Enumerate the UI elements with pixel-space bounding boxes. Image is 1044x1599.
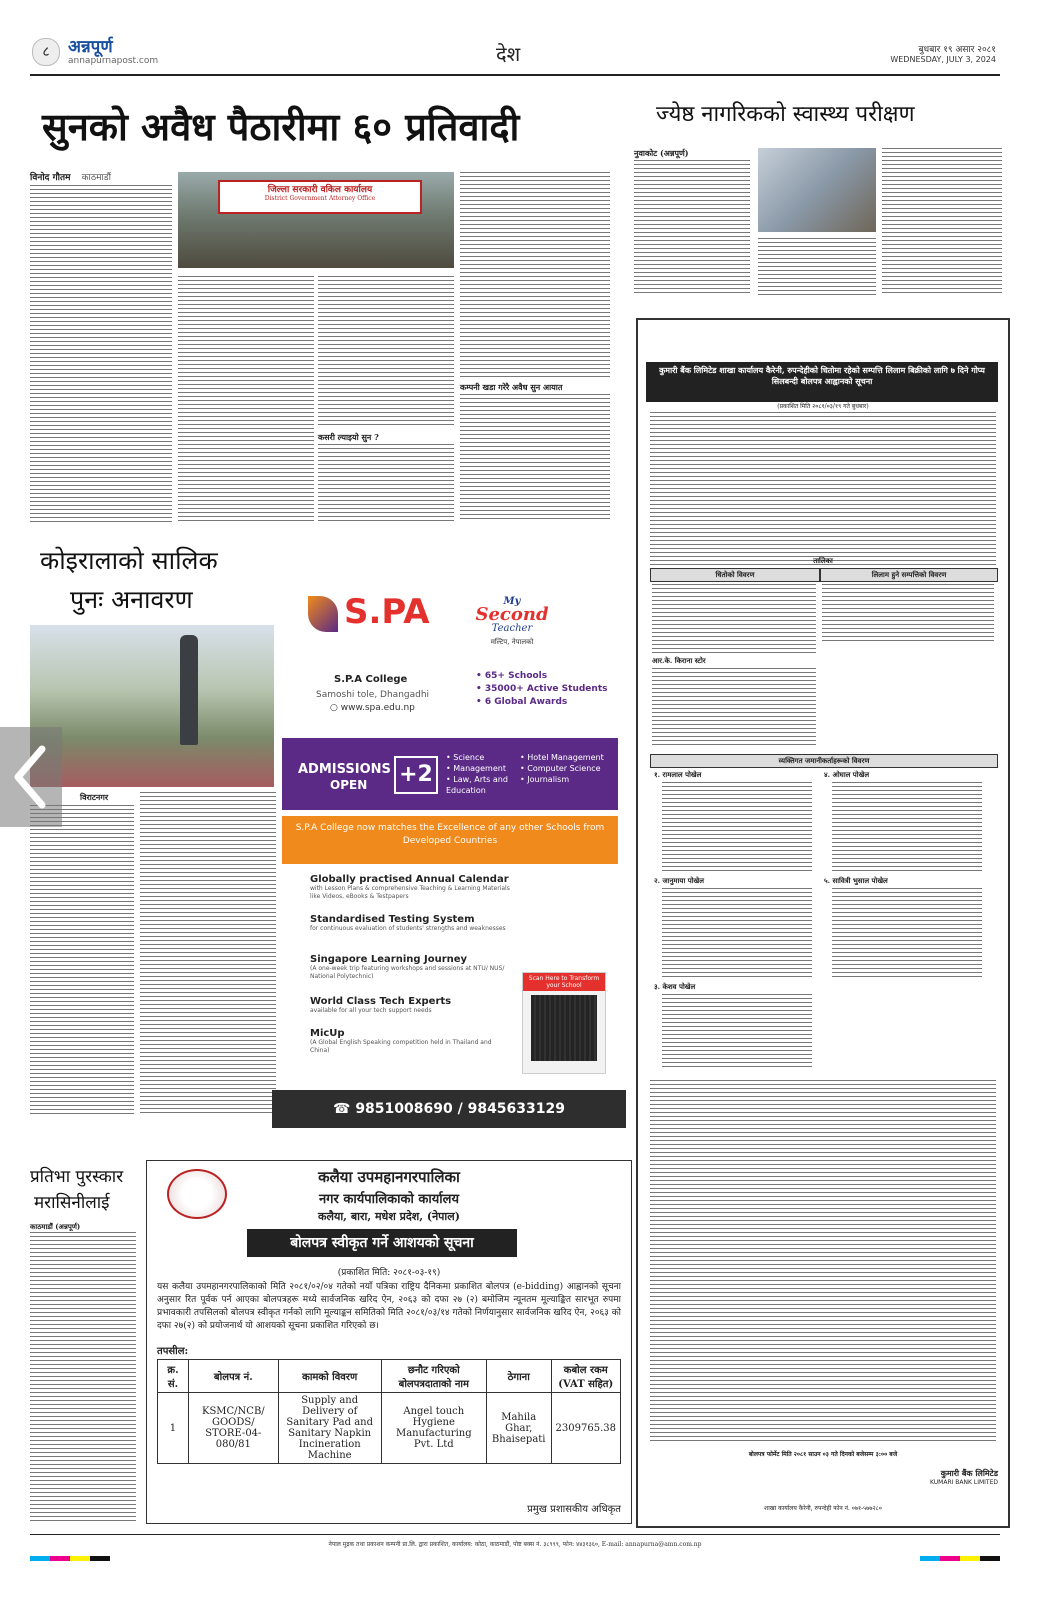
color-bar-right: [920, 1556, 1000, 1561]
kalaiya-tapsil: तपसील:: [157, 1346, 189, 1357]
admissions-text: ADMISSIONS: [298, 762, 391, 777]
main-headline: सुनको अवैध पैठारीमा ६० प्रतिवादी: [42, 104, 520, 149]
page-number: ८: [42, 44, 50, 60]
subhead-how: कसरी ल्याइयो सुन ?: [318, 432, 379, 442]
byline-place: काठमाडौं: [81, 173, 111, 183]
spa-website-text: www.spa.edu.np: [340, 703, 415, 713]
cell-amount: 2309765.38: [551, 1393, 620, 1464]
footer-imprint: नेपाल मुद्रक तथा प्रकाशन कम्पनी प्रा.लि. द्वारा प्रकाशित, कार्यालय: कोठा, काठमाडौं, पोष्ट बक्स नं. ३८९९९, फोन: ४४३१३६०, E-mail: annapurna@amn.com.np: [328, 1541, 702, 1548]
spa-logo-text: S.PA: [344, 592, 430, 632]
feature-testing: Standardised Testing System for continuous evaluation of students' strengths and weaknesses: [310, 914, 506, 932]
court-sign-en: District Government Attorney Office: [264, 195, 376, 202]
cell-sn: 1: [158, 1393, 189, 1464]
table-row: [158, 1393, 621, 1464]
award-headline-1: प्रतिभा पुरस्कार: [30, 1167, 124, 1187]
col-bidder: छनौट गरिएको बोलपत्रदाताको नाम: [381, 1360, 486, 1393]
guarantor-2: २. जानुमाया पोखेल: [654, 876, 704, 885]
health-photo: [758, 148, 876, 232]
streams-left: [446, 752, 518, 796]
date-nepali: बुधबार १९ असार २०८१: [918, 45, 996, 55]
phone-numbers: 9851008690 / 9845633129: [355, 1101, 565, 1117]
phone-icon: ☎: [332, 1101, 351, 1117]
col-amount: कबोल रकम (VAT सहित): [551, 1360, 620, 1393]
feature-singapore: Singapore Learning Journey (A one-week trip featuring workshops and sessions at NTU/ NUS/ National Polytechnic): [310, 954, 505, 980]
main-col1-text: [30, 185, 172, 525]
qr-panel[interactable]: [522, 972, 606, 1074]
health-col1-text: [634, 160, 750, 296]
feature-calendar: Globally practised Annual Calendar with Lesson Plans & comprehensive Teaching & Learning Materials like Videos, eBooks & Testpapers: [310, 874, 510, 900]
mascot-sub: मल्टिप, नेपालको: [490, 638, 534, 646]
col-work: कामको विवरण: [278, 1360, 381, 1393]
court-sign-np: जिल्ला सरकारी वकिल कार्यालय: [267, 185, 373, 195]
qr-caption: Scan Here to Transform your School: [523, 973, 605, 991]
col-sn: क्र. सं.: [158, 1360, 189, 1393]
court-photo: [178, 172, 454, 268]
spa-logo: [308, 592, 430, 632]
stream-computer: • Computer Science: [520, 764, 601, 773]
page-number-badge: [32, 38, 60, 66]
date-english: WEDNESDAY, JULY 3, 2024: [890, 55, 996, 64]
stream-law: • Law, Arts and Education: [446, 775, 508, 795]
health-headline: ज्येष्ठ नागरिकको स्वास्थ्य परीक्षण: [656, 102, 915, 127]
feature-tech: World Class Tech Experts available for all your tech support needs: [310, 996, 452, 1014]
streams-right: [520, 752, 604, 785]
mascot-logo: [472, 596, 552, 647]
bank-branch: शाखा कार्यालय कैरेनी, रुपन्देही फोन नं. ०७१-५७७२८०: [764, 1505, 882, 1512]
bank-logo-np: कुमारी बैंक लिमिटेड: [940, 1468, 998, 1478]
stream-management: • Management: [446, 764, 506, 773]
guarantor-2-text: [662, 888, 812, 978]
statue-headline-1: कोइरालाको सालिक: [40, 546, 218, 575]
statue-headline-2: पुनः अनावरण: [70, 585, 193, 614]
bank-col1-head: धितोको विवरण: [650, 568, 820, 582]
bank-notice: [636, 318, 1010, 1528]
statue-photo: [30, 625, 274, 787]
stat-awards: • 6 Global Awards: [476, 697, 568, 707]
mascot-title-1: My: [503, 596, 521, 607]
kalaiya-title: बोलपत्र स्वीकृत गर्ने आशयको सूचना: [247, 1229, 517, 1257]
bank-header: कुमारी बैंक लिमिटेड शाखा कार्यालय कैरेनी, रुपन्देहीको धितोमा रहेको सम्पत्ति लिलाम बिक्रीको लागि ७ दिने गोप्य सिलबन्दी बोलपत्र आह्वानको सूचना: [646, 362, 998, 402]
bank-guarantors-head: व्यक्तिगत जमानीकर्ताहरूको विवरण: [650, 754, 998, 768]
kalaiya-office: नगर कार्यपालिकाको कार्यालय: [318, 1192, 460, 1207]
table-header-row: [158, 1360, 621, 1393]
health-col3-text: [882, 148, 1002, 296]
subhead-company: कम्पनी खडा गरेरै अवैध सुन आयात: [460, 382, 563, 392]
bank-footer-line: बोलपत्र फोर्मेट मिति २०८१ साउन ०३ गते दिनको बजेसम्म ३:०० बजे: [748, 1451, 898, 1458]
section-title: देश: [496, 42, 521, 66]
masthead-logo: अन्नपूर्ण: [68, 37, 113, 57]
excellence-banner: S.P.A College now matches the Excellence of any other Schools from Developed Countries: [282, 816, 618, 864]
col-bid-no: बोलपत्र नं.: [188, 1360, 278, 1393]
kalaiya-signatory: प्रमुख प्रशासकीय अधिकृत: [527, 1504, 621, 1515]
award-text: [30, 1232, 136, 1522]
bank-intro-text: [650, 412, 996, 568]
stat-students: • 35000+ Active Students: [476, 684, 608, 694]
award-byline: काठमाडौं (अन्नपूर्ण): [30, 1222, 81, 1231]
main-col2-text: [178, 276, 314, 521]
cell-bid-no: KSMC/NCB/ GOODS/ STORE-04-080/81: [188, 1393, 278, 1464]
bank-col1b-text: [652, 668, 816, 746]
bank-col2-head: लिलाम हुने सम्पत्तिको विवरण: [820, 568, 998, 582]
stream-hotel: • Hotel Management: [520, 753, 604, 762]
guarantor-5-text: [832, 888, 982, 978]
stream-journalism: • Journalism: [520, 775, 570, 784]
guarantor-3-text: [662, 994, 812, 1068]
plus2-badge: +2: [394, 756, 438, 794]
guarantor-1-text: [662, 782, 812, 872]
health-byline: नुवाकोट (अन्नपूर्ण): [634, 148, 689, 158]
mascot-title-3: Teacher: [491, 623, 533, 634]
globe-icon: ○: [330, 703, 338, 713]
col-address: ठेगाना: [486, 1360, 551, 1393]
feature-micup: MicUp (A Global English Speaking competition held in Thailand and China): [310, 1028, 492, 1054]
spa-website[interactable]: [330, 703, 415, 713]
qr-code-icon: [531, 995, 597, 1061]
bank-date: (प्रकाशित मिति २०८१/०३/१९ गते बुधबार): [777, 403, 869, 410]
statue-figure: [180, 635, 198, 745]
guarantor-4-text: [832, 782, 982, 872]
bank-schedule: तालिका: [813, 556, 833, 565]
main-col4b-text: [460, 394, 610, 522]
bank-logo-en: KUMARI BANK LIMITED: [930, 1479, 998, 1486]
spa-college-name: S.P.A College: [334, 674, 408, 685]
guarantor-5: ५. सावित्री भुसाल पोखेल: [824, 876, 888, 885]
guarantor-4: ४. ओघाल पोखेल: [824, 770, 870, 779]
main-col3-text: [318, 276, 454, 426]
admissions-banner: [282, 738, 618, 810]
kalaiya-address: कलैया, बारा, मधेश प्रदेश, (नेपाल): [318, 1210, 460, 1223]
guarantor-1: १. रामलाल पोखेल: [654, 770, 702, 779]
cell-address: Mahila Ghar, Bhaisepati: [486, 1393, 551, 1464]
bank-col1-text: [652, 584, 816, 654]
features-list: [310, 874, 510, 1064]
court-sign: [218, 180, 422, 214]
byline-name: विनोद गौतम: [30, 173, 71, 183]
statue-byline: विराटनगर: [80, 792, 109, 802]
spa-ad: [282, 582, 626, 1136]
spa-stats: [476, 670, 607, 709]
statue-col1-text: [30, 805, 134, 1115]
cell-bidder: Angel touch Hygiene Manufacturing Pvt. Ltd: [381, 1393, 486, 1464]
spa-address: Samoshi tole, Dhangadhi: [316, 690, 430, 700]
masthead-url[interactable]: annapurnapost.com: [68, 56, 159, 66]
award-headline-2: मरासिनीलाई: [34, 1193, 110, 1213]
award-table: [157, 1359, 621, 1464]
stream-science: • Science: [446, 753, 485, 762]
statue-col2-text: [140, 792, 276, 1115]
header-rule: [30, 74, 1000, 76]
kalaiya-org: कलैया उपमहानगरपालिका: [318, 1168, 460, 1186]
main-col3b-text: [318, 444, 454, 522]
chevron-left-icon: [0, 727, 62, 827]
stat-schools: • 65+ Schools: [476, 671, 548, 681]
color-bar-left: [30, 1556, 110, 1561]
open-text: OPEN: [330, 778, 368, 792]
kalaiya-notice: [146, 1160, 632, 1524]
kalaiya-body: यस कलैया उपमहानगरपालिकाको मिति २०८१/०२/०४ गतेको नयाँ पत्रिका राष्ट्रिय दैनिकमा प्रकाशित बोलपत्र (e-bidding) आह्वानको सूचना अनुसार रित पूर्वक पर्न आएका बोलपत्रहरू मध्ये सार्वजनिक खरिद ऐन, २०६३ को दफा २७ (२) बमोजिम न्यूनतम मूल्याङ्कित सारभूत रुपमा प्रभावकारी तपसिलको बोलपत्र स्वीकृत गर्नको लागि मूल्याङ्कन समितिको मिति २०८१/०३/१४ गतेको निर्णयानुसार सार्वजनिक खरिद ऐन, २०६३ को दफा २७(२) को प्रयोजनार्थ यो आशयको सूचना प्रकाशित गरिएको छ।: [157, 1282, 621, 1331]
kalaiya-date: (प्रकाशित मिति: २०८१-०३-१९): [337, 1268, 441, 1278]
health-col2-text: [758, 238, 876, 296]
bank-logo: [788, 1468, 998, 1486]
main-col4-text: [460, 172, 610, 377]
cell-work: Supply and Delivery of Sanitary Pad and Sanitary Napkin Incineration Machine: [278, 1393, 381, 1464]
bank-col2-text: [822, 584, 994, 644]
guarantor-3: ३. केशव पोखेल: [654, 982, 696, 991]
footer-rule: [30, 1534, 1000, 1535]
previous-page-button[interactable]: [0, 727, 62, 827]
mascot-title-2: Second: [475, 604, 549, 625]
bank-terms-text: [650, 1080, 996, 1442]
main-byline: [30, 170, 111, 183]
bank-borrower: आर.के. किराना स्टोर: [652, 656, 706, 665]
phone-bar[interactable]: [272, 1090, 626, 1128]
